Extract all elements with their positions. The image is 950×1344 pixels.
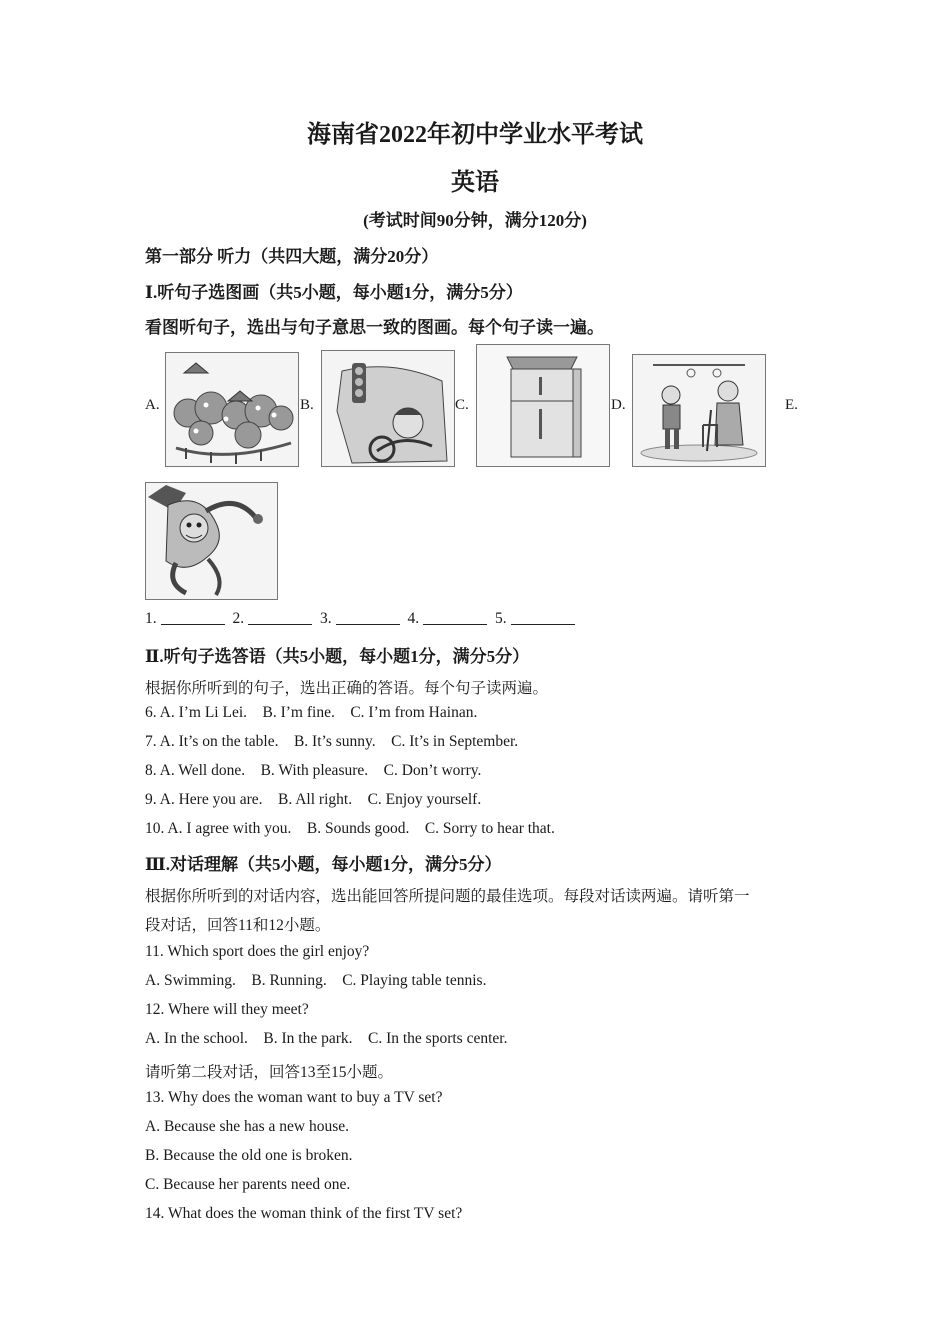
driver-traffic-light-icon (321, 350, 455, 467)
answer-blanks (145, 610, 579, 628)
section3-instruction-line2: 段对话，回答11和12小题。 (145, 917, 331, 934)
picture-label-a: A. (145, 397, 160, 413)
answer-blank-1[interactable] (161, 610, 225, 625)
section1-heading: Ⅰ.听句子选图画（共5小题，每小题1分，满分5分） (145, 283, 523, 302)
section3-instruction-line1: 根据你所听到的对话内容，选出能回答所提问题的最佳选项。每段对话读两遍。请听第一 (145, 888, 750, 905)
picture-label-d: D. (611, 397, 626, 413)
question-13-option-c: C. Because her parents need one. (145, 1176, 351, 1193)
question-12: 12. Where will they meet? (145, 1001, 309, 1018)
picture-label-b: B. (300, 397, 314, 413)
answer-blank-5[interactable] (511, 610, 575, 625)
answer-blank-2[interactable] (248, 610, 312, 625)
exam-subject: 英语 (451, 170, 499, 196)
answer-number-3: 3. (320, 610, 332, 627)
farm-picking-scene-icon (165, 352, 299, 467)
section3-heading: Ⅲ.对话理解（共5小题，每小题1分，满分5分） (145, 855, 502, 874)
question-13: 13. Why does the woman want to buy a TV set? (145, 1089, 443, 1106)
answer-number-2: 2. (232, 610, 245, 627)
question-13-option-a: A. Because she has a new house. (145, 1118, 350, 1135)
monkey-king-icon (145, 482, 278, 600)
answer-number-4: 4. (407, 610, 420, 627)
question-6: 6. A. I’m Li Lei. B. I’m fine. C. I’m from Hainan. (145, 704, 478, 721)
exam-title: 海南省2022年初中学业水平考试 (307, 122, 643, 148)
question-10: 10. A. I agree with you. B. Sounds good. C. Sorry to hear that. (145, 820, 555, 837)
picture-label-c: C. (455, 397, 469, 413)
helping-elderly-icon (632, 354, 766, 467)
section2-instruction: 根据你所听到的句子，选出正确的答语。每个句子读两遍。 (145, 680, 549, 697)
picture-label-e: E. (785, 397, 798, 413)
refrigerator-icon (476, 344, 610, 467)
section1-instruction: 看图听句子，选出与句子意思一致的图画。每个句子读一遍。 (145, 318, 604, 337)
question-11-options: A. Swimming. B. Running. C. Playing table tennis. (145, 972, 487, 989)
question-13-option-b: B. Because the old one is broken. (145, 1147, 353, 1164)
question-12-options: A. In the school. B. In the park. C. In the sports center. (145, 1030, 508, 1047)
answer-number-1: 1. (145, 610, 157, 627)
question-11: 11. Which sport does the girl enjoy? (145, 943, 370, 960)
answer-blank-4[interactable] (423, 610, 487, 625)
picture-options (145, 342, 825, 472)
section2-heading: Ⅱ.听句子选答语（共5小题，每小题1分，满分5分） (145, 647, 530, 666)
answer-number-5: 5. (495, 610, 507, 627)
question-8: 8. A. Well done. B. With pleasure. C. Don’t worry. (145, 762, 482, 779)
question-14: 14. What does the woman think of the first TV set? (145, 1205, 463, 1222)
dialogue2-instruction: 请听第二段对话，回答13至15小题。 (145, 1064, 394, 1081)
question-7: 7. A. It’s on the table. B. It’s sunny. C. It’s in September. (145, 733, 519, 750)
part1-heading: 第一部分 听力（共四大题，满分20分） (145, 247, 439, 266)
exam-info: (考试时间90分钟，满分120分) (363, 211, 587, 230)
question-9: 9. A. Here you are. B. All right. C. Enjoy yourself. (145, 791, 482, 808)
answer-blank-3[interactable] (336, 610, 400, 625)
